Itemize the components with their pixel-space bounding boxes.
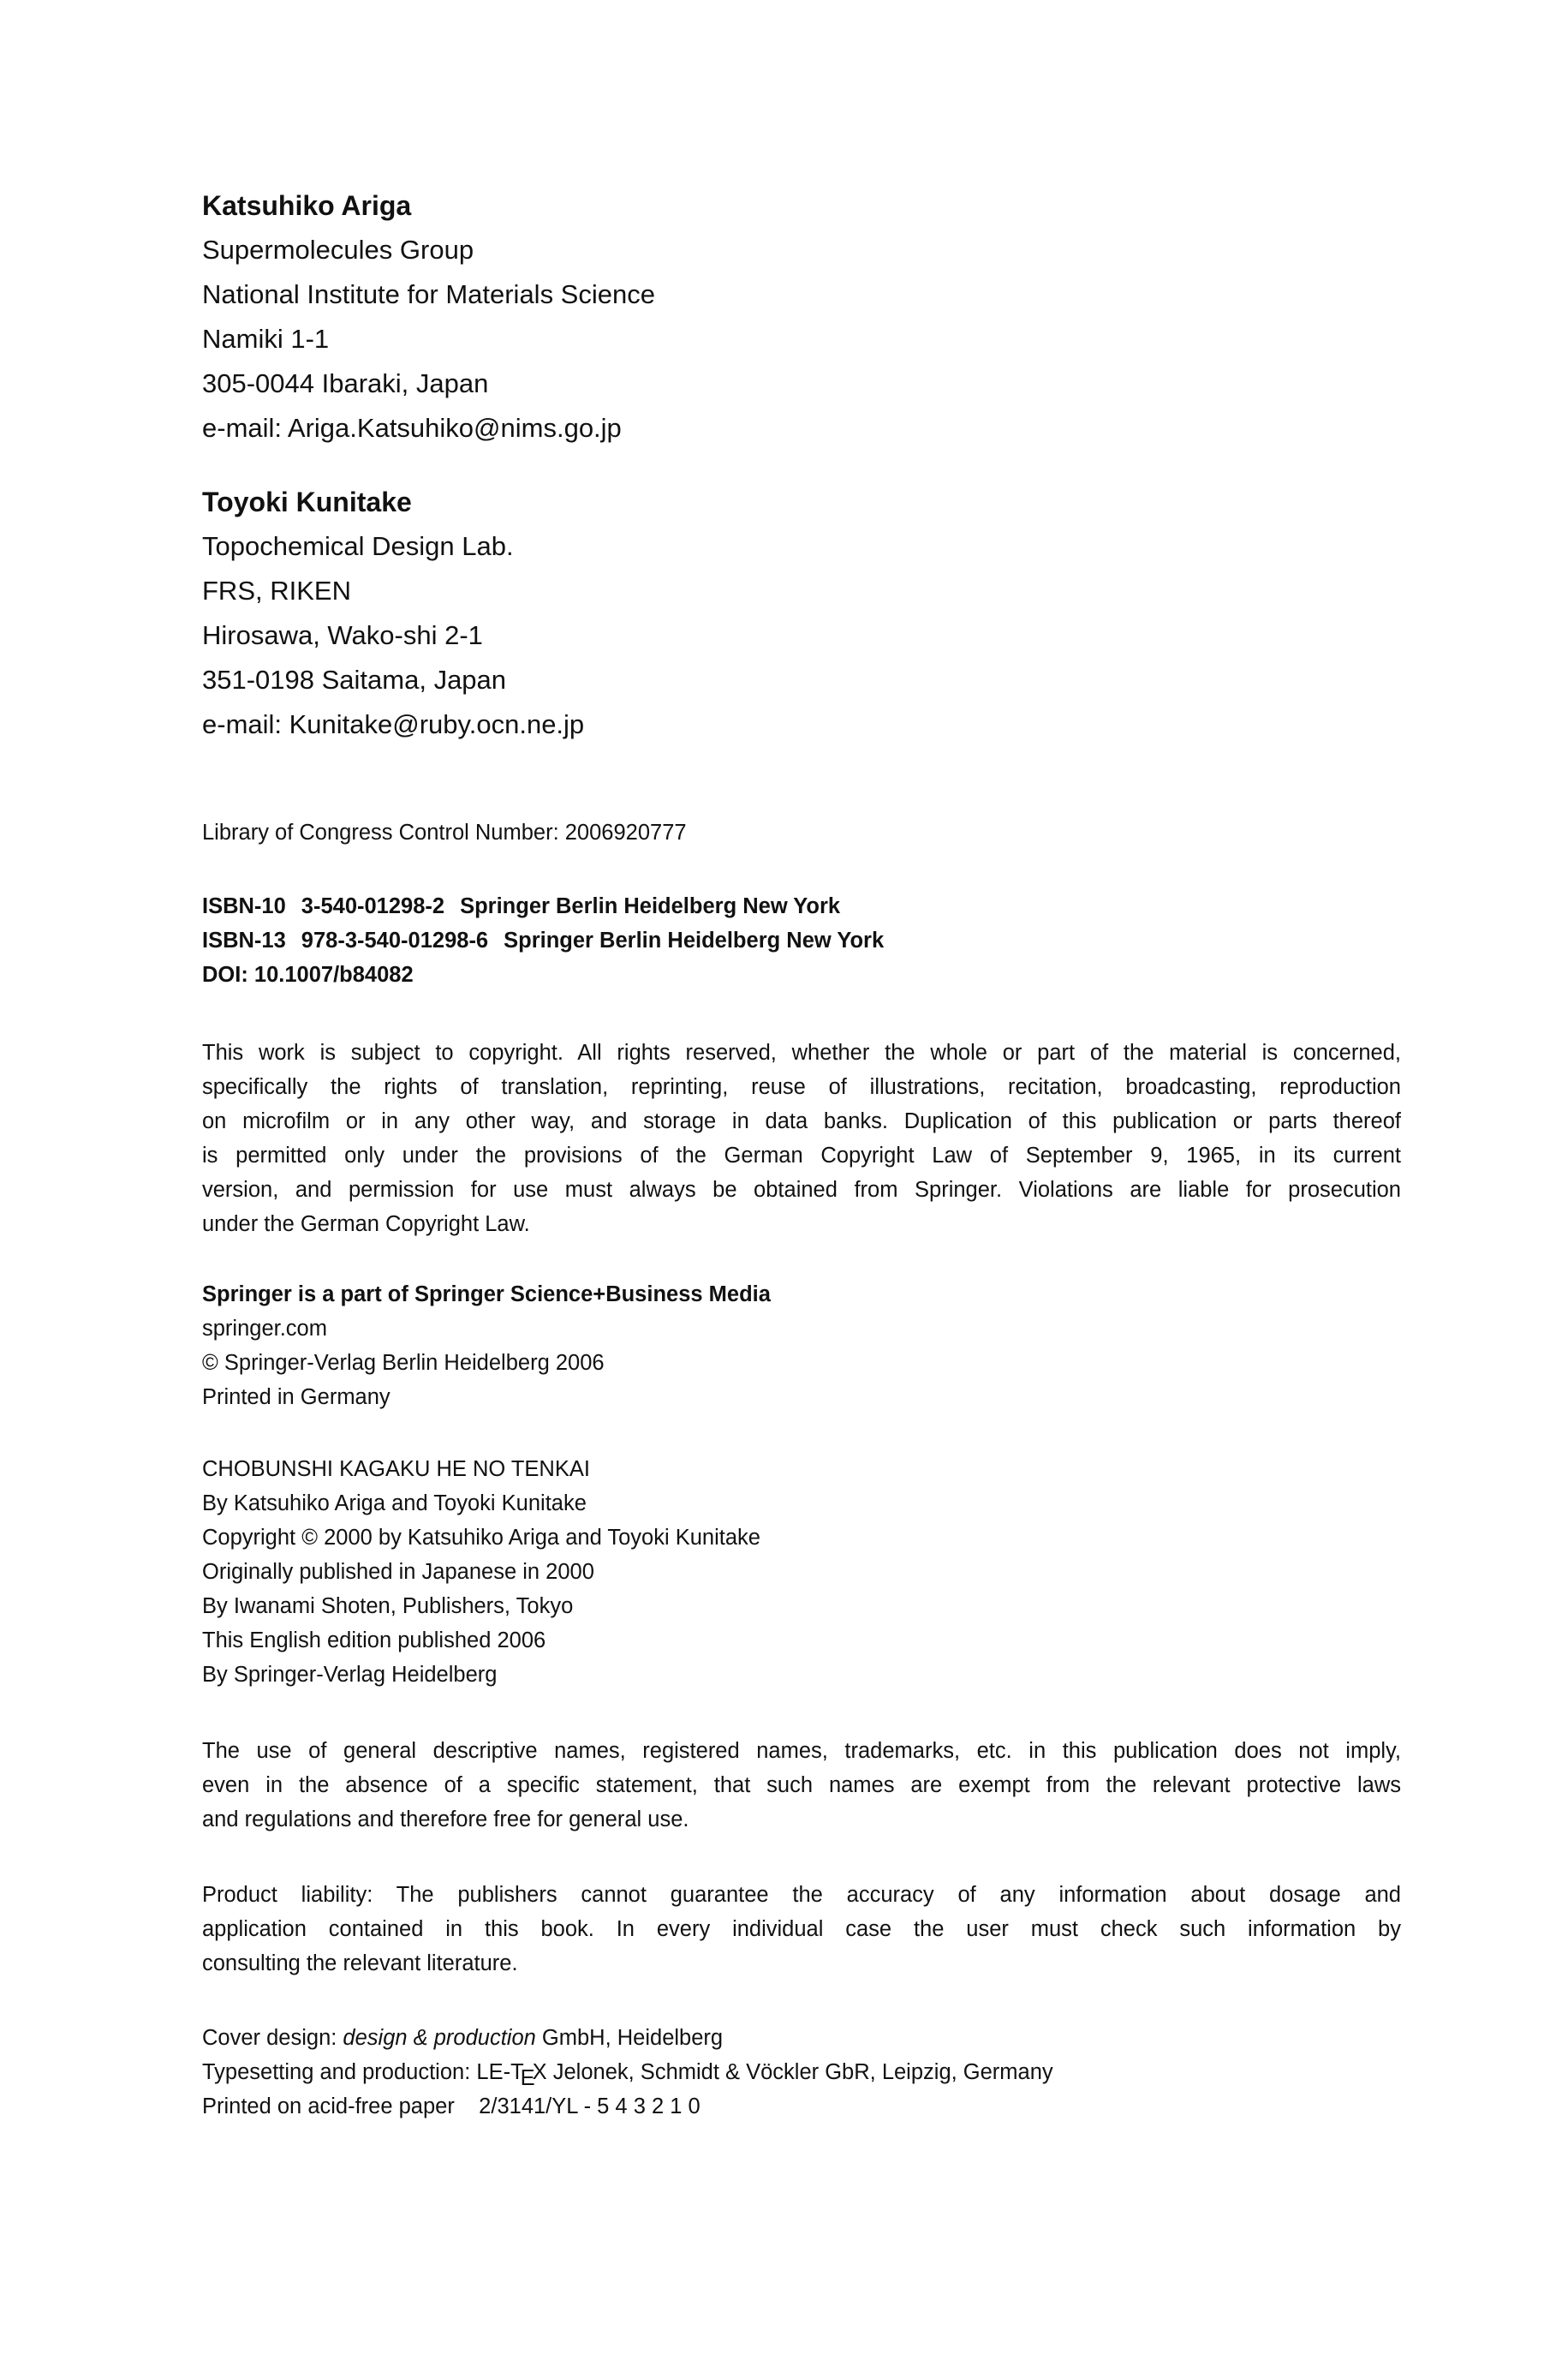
doi-line: DOI: 10.1007/b84082 [202,963,414,987]
paragraph-line: application contained in this book. In every individual case the user must check such information by [202,1917,1401,1941]
edition-line: This English edition published 2006 [202,1628,546,1652]
paper-line: Printed on acid-free paper 2/3141/YL - 5 4 3 2 1 0 [202,2094,701,2118]
isbn-block [202,889,1401,992]
isbn10-label: ISBN-10 [202,894,286,918]
author-affiliation-line: Topochemical Design Lab. [202,531,514,561]
author-address-line: Hirosawa, Wako-shi 2-1 [202,620,483,650]
springer-headline: Springer is a part of Springer Science+Business Media [202,1282,771,1306]
author-email: e-mail: Kunitake@ruby.ocn.ne.jp [202,709,585,739]
paragraph-line: even in the absence of a specific statement, that such names are exempt from the relevant protective laws [202,1773,1401,1797]
trademark-notice [202,1734,1401,1837]
edition-line: By Springer-Verlag Heidelberg [202,1663,498,1687]
springer-block [202,1277,1401,1414]
author-name: Katsuhiko Ariga [202,190,412,221]
paragraph-line: This work is subject to copyright. All rights reserved, whether the whole or part of the material is concerned, [202,1041,1401,1065]
author-affiliation-line: FRS, RIKEN [202,576,351,606]
paragraph-line: under the German Copyright Law. [202,1212,530,1236]
isbn10-publisher: Springer Berlin Heidelberg New York [460,894,841,918]
isbn10-line [202,889,1401,923]
paragraph-line: is permitted only under the provisions of the German Copyright Law of September 9, 1965, in its current [202,1144,1401,1168]
original-edition-block [202,1452,1401,1692]
cover-design-line: Cover design: design & production GmbH, Heidelberg [202,2026,724,2050]
edition-line: Originally published in Japanese in 2000 [202,1560,594,1584]
paragraph-line: version, and permission for use must always be obtained from Springer. Violations are liable for prosecution [202,1178,1401,1202]
author-block-kunitake [202,480,584,747]
springer-copyright: © Springer-Verlag Berlin Heidelberg 2006 [202,1351,605,1375]
paragraph-line: consulting the relevant literature. [202,1951,518,1975]
isbn10-value: 3-540-01298-2 [301,894,445,918]
springer-website: springer.com [202,1317,327,1341]
paragraph-line: on microfilm or in any other way, and storage in data banks. Duplication of this publication or parts thereof [202,1109,1401,1133]
isbn13-publisher: Springer Berlin Heidelberg New York [504,929,885,953]
paragraph-line: and regulations and therefore free for general use. [202,1807,689,1831]
paragraph-line: Product liability: The publishers cannot guarantee the accuracy of any information about dosage and [202,1883,1401,1907]
author-affiliation-line: National Institute for Materials Science [202,279,655,309]
liability-notice [202,1878,1401,1981]
author-email: e-mail: Ariga.Katsuhiko@nims.go.jp [202,413,622,443]
author-address-line: 351-0198 Saitama, Japan [202,665,507,695]
paragraph-line: The use of general descriptive names, registered names, trademarks, etc. in this publication does not imply, [202,1739,1401,1763]
printed-in: Printed in Germany [202,1385,391,1409]
isbn13-label: ISBN-13 [202,929,286,953]
copyright-notice [202,1036,1401,1241]
author-address-line: Namiki 1-1 [202,324,330,354]
paragraph-line: specifically the rights of translation, reprinting, reuse of illustrations, recitation, broadcasting, reproduction [202,1075,1401,1099]
edition-line: By Iwanami Shoten, Publishers, Tokyo [202,1594,574,1618]
author-affiliation-line: Supermolecules Group [202,235,474,265]
original-title: CHOBUNSHI KAGAKU HE NO TENKAI [202,1457,590,1481]
tex-lowered-e: E [520,2066,535,2090]
author-block-ariga [202,183,655,451]
isbn13-line [202,923,1401,958]
production-credits [202,2021,1401,2124]
author-name: Toyoki Kunitake [202,487,412,517]
author-address-line: 305-0044 Ibaraki, Japan [202,368,489,398]
edition-line: By Katsuhiko Ariga and Toyoki Kunitake [202,1491,587,1515]
edition-line: Copyright © 2000 by Katsuhiko Ariga and Toyoki Kunitake [202,1526,760,1550]
isbn13-value: 978-3-540-01298-6 [301,929,489,953]
loc-control-number: Library of Congress Control Number: 2006920777 [202,821,687,845]
cover-design-company: design & production [343,2026,536,2050]
typesetting-line: Typesetting and production: LE-TEX Jelonek, Schmidt & Vöckler GbR, Leipzig, Germany [202,2060,1053,2090]
